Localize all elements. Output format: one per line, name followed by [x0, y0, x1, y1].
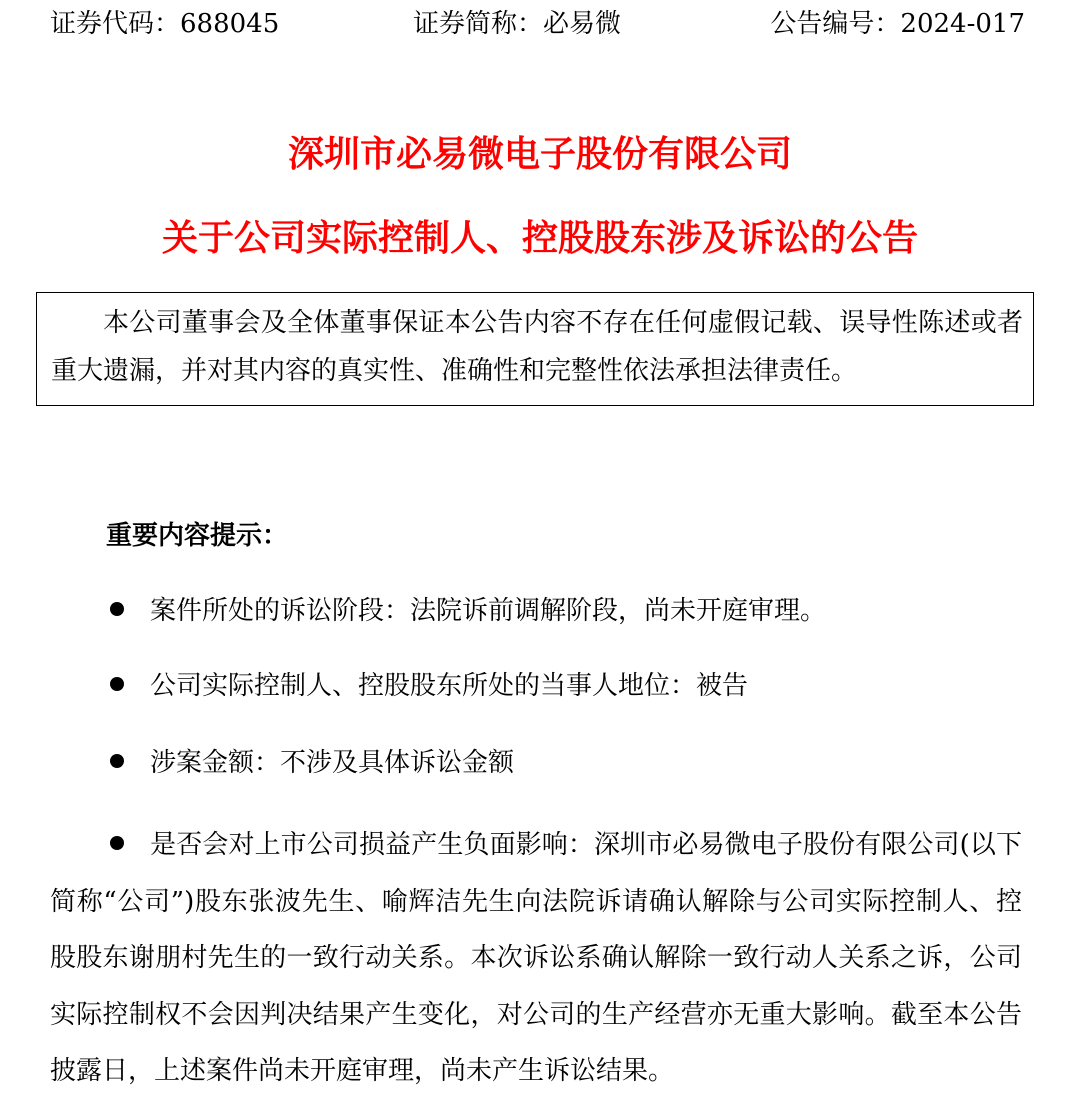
- board-statement-text: 本公司董事会及全体董事保证本公告内容不存在任何虚假记载、误导性陈述或者重大遗漏，并对其内容的真实性、准确性和完整性依法承担法律责任。: [51, 308, 1023, 386]
- announcement-title: 关于公司实际控制人、控股股东涉及诉讼的公告: [161, 218, 918, 259]
- security-code: 证券代码：688045: [50, 9, 280, 39]
- highlight-item: [106, 666, 748, 706]
- document-header: [50, 6, 1025, 42]
- highlights-heading: 重要内容提示：: [106, 521, 289, 551]
- highlight-item-text: 公司实际控制人、控股股东所处的当事人地位：被告: [150, 671, 749, 701]
- board-statement-box: [36, 292, 1034, 406]
- highlight-item-text: 案件所处的诉讼阶段：法院诉前调解阶段，尚未开庭审理。: [150, 596, 827, 626]
- security-abbreviation: 证券简称：必易微: [413, 9, 622, 39]
- highlight-item: [106, 743, 514, 783]
- highlight-item-text: 涉案金额：不涉及具体诉讼金额: [150, 748, 515, 778]
- company-title: 深圳市必易微电子股份有限公司: [287, 134, 792, 175]
- highlight-item: [106, 591, 826, 631]
- bullet-icon: [110, 602, 124, 616]
- bullet-icon: [110, 754, 124, 768]
- impact-paragraph: [50, 817, 1022, 1100]
- impact-text: 是否会对上市公司损益产生负面影响：深圳市必易微电子股份有限公司(以下简称“公司”)股东张波先生、喻辉洁先生向法院诉请确认解除与公司实际控制人、控股股东谢朋村先生的一致行动关系。本次诉讼系确认解除一致行动人关系之诉，公司实际控制权不会因判决结果产生变化，对公司的生产经营亦无重大影响。截至本公告披露日，上述案件尚未开庭审理，尚未产生诉讼结果。: [50, 830, 1022, 1086]
- announcement-number: 公告编号：2024-017: [770, 9, 1025, 39]
- bullet-icon: [110, 677, 124, 691]
- bullet-icon: [110, 836, 124, 850]
